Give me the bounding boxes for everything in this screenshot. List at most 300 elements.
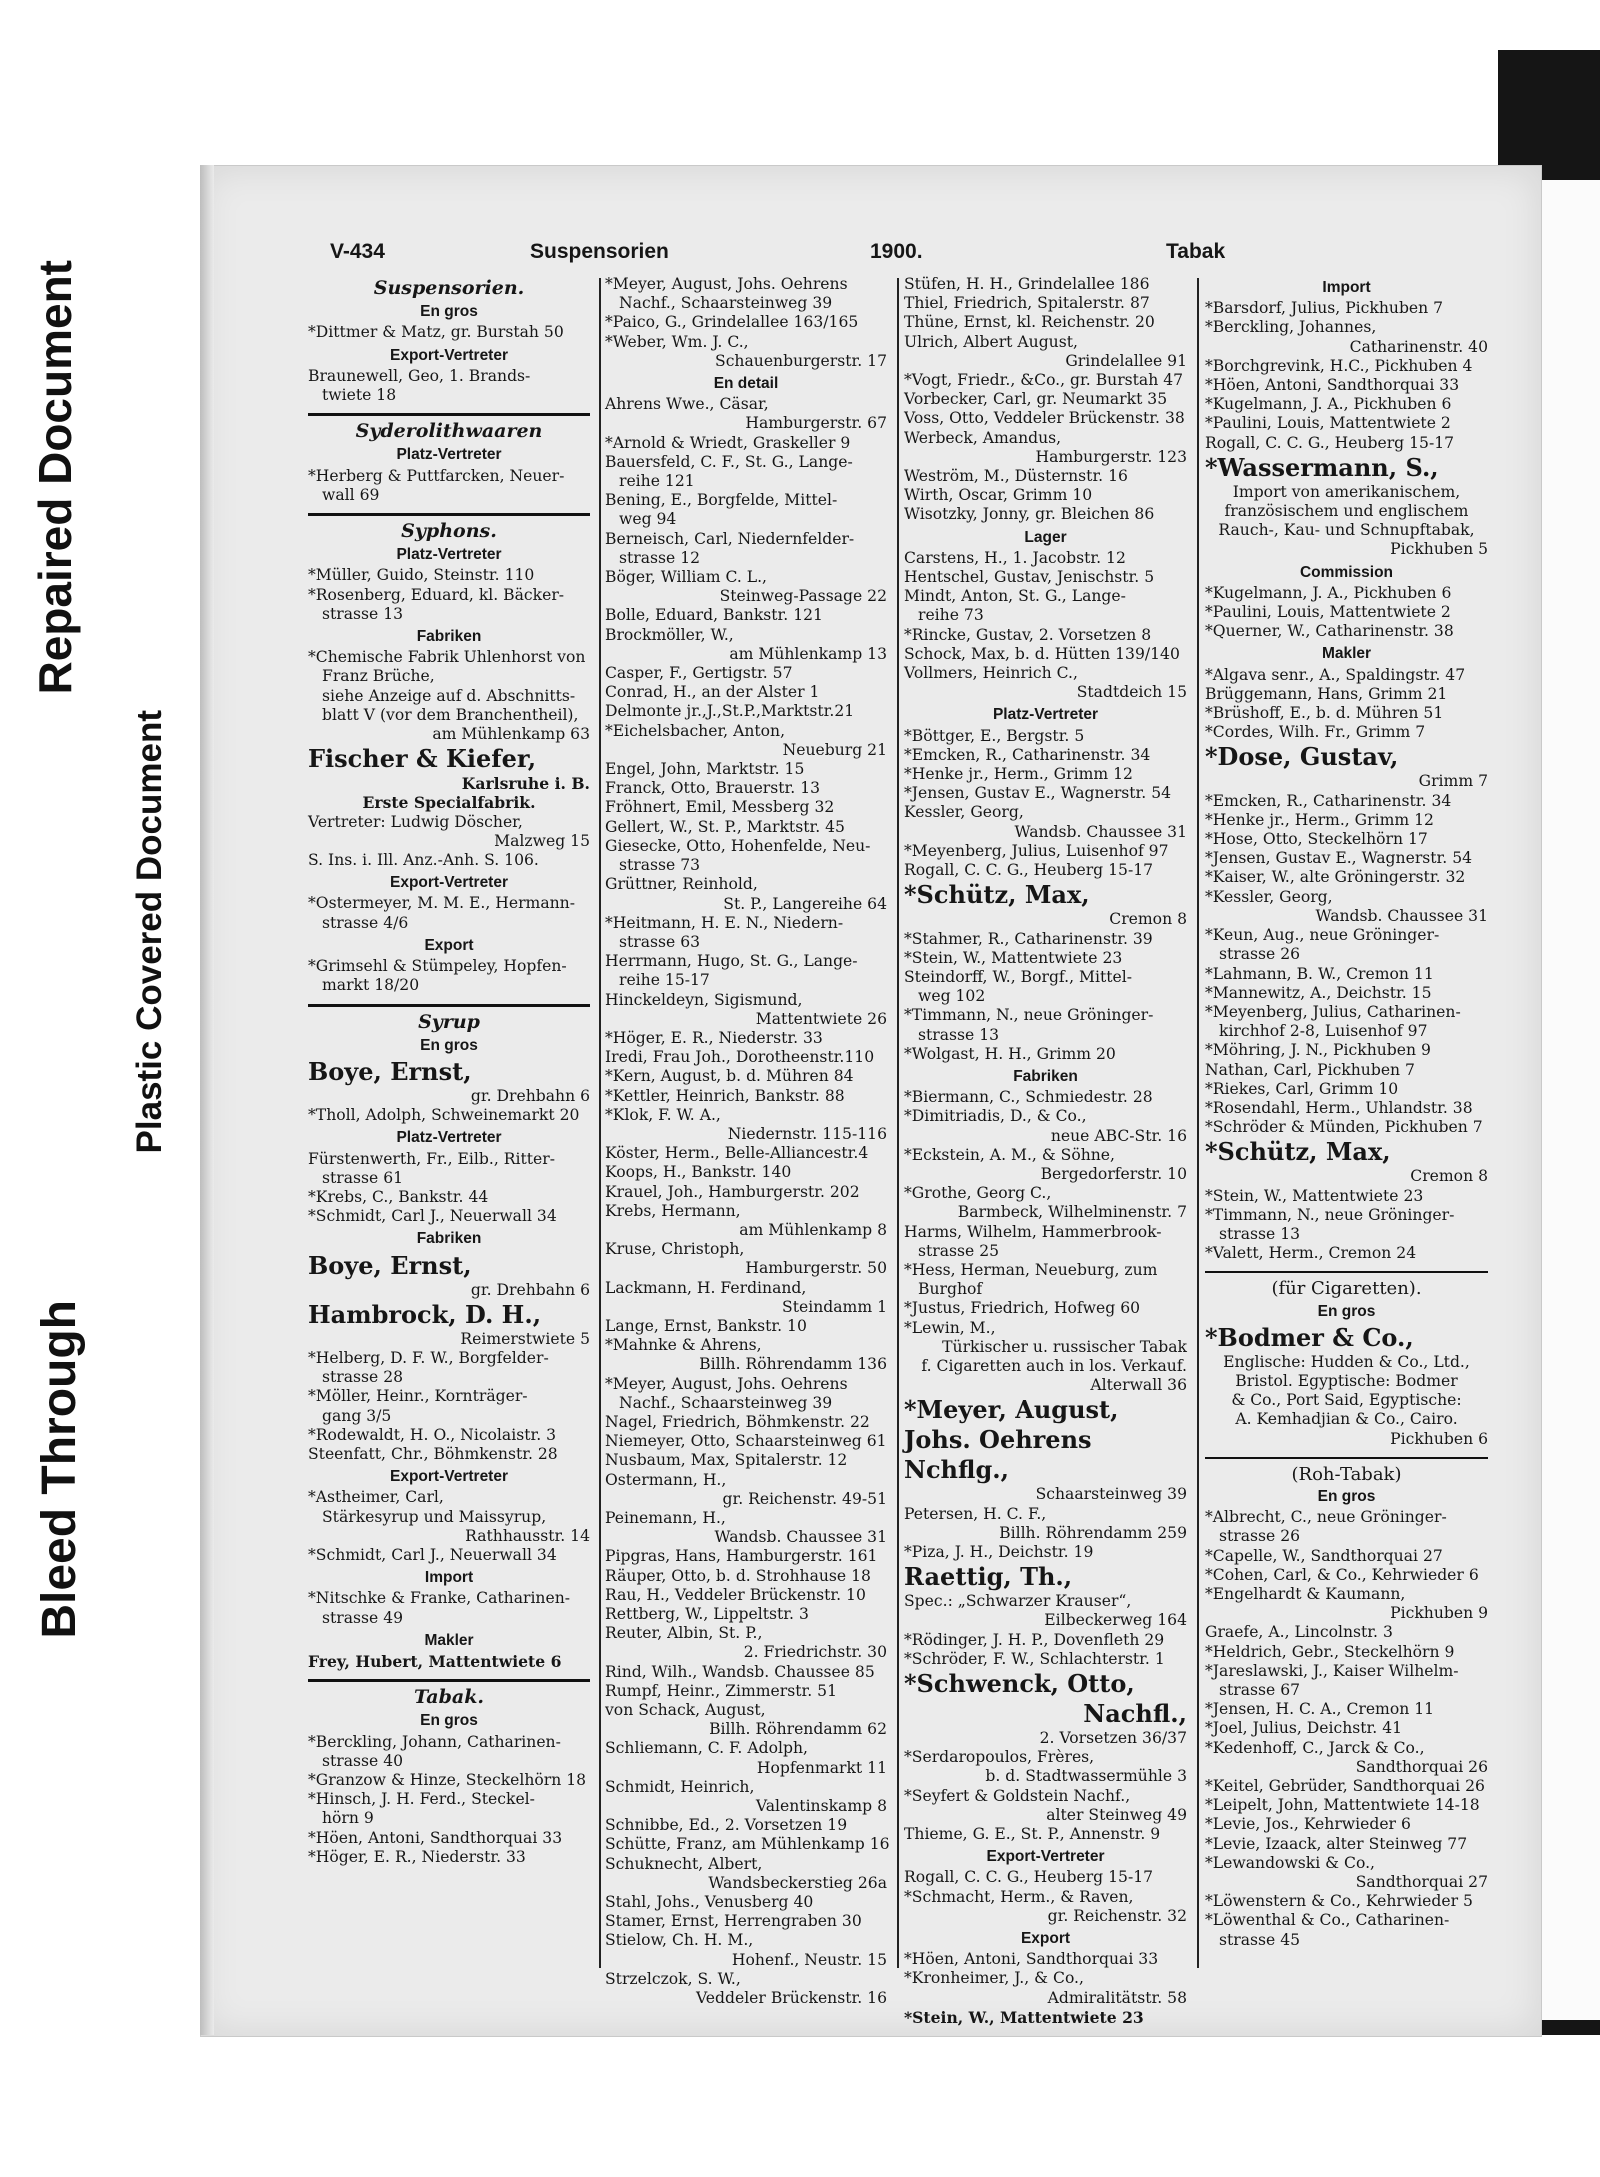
directory-entry: *Lewandowski & Co., — [1205, 1853, 1375, 1872]
category-heading: Syrup — [418, 1010, 480, 1033]
directory-entry: Rettberg, W., Lippeltstr. 3 — [605, 1605, 809, 1624]
entry-address: Karlsruhe i. B. — [461, 774, 590, 794]
featured-entry: *Bodmer & Co., — [1205, 1322, 1414, 1352]
directory-entry: *Justus, Friedrich, Hofweg 60 — [904, 1299, 1141, 1318]
directory-entry: *Böttger, E., Bergstr. 5 — [904, 726, 1085, 745]
directory-entry: *Schmidt, Carl J., Neuerwall 34 — [308, 1545, 557, 1564]
subsection-label: Fabriken — [1013, 1067, 1078, 1085]
directory-entry: *Mahnke & Ahrens, — [605, 1336, 762, 1355]
directory-entry: *Stein, W., Mattentwiete 23 — [904, 948, 1123, 967]
directory-entry: *Jensen, H. C. A., Cremon 11 — [1205, 1700, 1435, 1719]
header-right-word: Tabak — [1166, 240, 1226, 263]
directory-entry: *Höger, E. R., Niederstr. 33 — [605, 1028, 823, 1047]
entry-continuation: strasse 45 — [1219, 1930, 1301, 1949]
directory-entry: *Biermann, C., Schmiedestr. 28 — [904, 1088, 1153, 1107]
label-repaired: Repaired Document — [29, 260, 81, 695]
subsection-label: Lager — [1024, 528, 1067, 546]
directory-entry: *Kessler, Georg, — [1205, 887, 1333, 906]
directory-entry: *Riekes, Carl, Grimm 10 — [1205, 1079, 1399, 1098]
entry-address: Wandsbeckerstieg 26a — [708, 1873, 887, 1892]
column-divider — [1197, 278, 1199, 1968]
directory-entry: Brockmöller, W., — [605, 625, 734, 644]
subsection-label: Commission — [1299, 563, 1393, 581]
category-heading: Suspensorien. — [373, 277, 525, 299]
directory-entry: Voss, Otto, Veddeler Brückenstr. 38 — [904, 409, 1185, 428]
entry-address: Hamburgerstr. 123 — [1035, 447, 1187, 466]
column-3 — [904, 275, 1187, 2027]
directory-entry: *Weber, Wm. J. C., — [605, 332, 749, 351]
subsection-label: Import — [424, 1569, 474, 1587]
directory-entry: *Berckling, Johannes, — [1205, 318, 1377, 337]
entry-address: f. Cigaretten auch in los. Verkauf. — [921, 1356, 1187, 1375]
subsection-label: En gros — [420, 1036, 478, 1054]
subsection-label: Export-Vertreter — [986, 1848, 1105, 1866]
directory-entry: *Löwenstern & Co., Kehrwieder 5 — [1205, 1892, 1473, 1911]
page-header — [330, 240, 1230, 270]
column-2 — [605, 275, 890, 2008]
entry-continuation: strasse 49 — [322, 1608, 404, 1627]
entry-address: Neueburg 21 — [782, 740, 887, 759]
directory-entry: *Lahmann, B. W., Cremon 11 — [1205, 964, 1434, 983]
entry-address: Bergedorferstr. 10 — [1040, 1164, 1187, 1183]
directory-entry: *Timmann, N., neue Gröninger- — [1205, 1205, 1455, 1224]
directory-entry: *Jensen, Gustav E., Wagnerstr. 54 — [904, 784, 1172, 803]
subsection-label: Makler — [1321, 645, 1372, 663]
directory-entry: *Kern, August, b. d. Mühren 84 — [605, 1067, 854, 1086]
directory-entry: Stamer, Ernst, Herrengraben 30 — [605, 1912, 862, 1931]
directory-entry: Iredi, Frau Joh., Dorotheenstr.110 — [605, 1048, 875, 1067]
directory-entry: *Lewin, M., — [904, 1318, 996, 1337]
entry-description: Englische: Hudden & Co., Ltd., — [1223, 1352, 1470, 1371]
directory-entry: *Schmidt, Carl J., Neuerwall 34 — [308, 1207, 557, 1226]
entry-continuation: strasse 28 — [322, 1368, 404, 1387]
directory-entry: Franck, Otto, Brauerstr. 13 — [605, 779, 821, 798]
directory-entry: Stielow, Ch. H. M., — [605, 1931, 754, 1950]
subsection-label: Export — [424, 936, 474, 954]
directory-entry: Thüne, Ernst, kl. Reichenstr. 20 — [904, 313, 1155, 332]
directory-entry: Krebs, Hermann, — [605, 1201, 741, 1220]
entry-description: Rauch-, Kau- und Schnupftabak, — [1218, 521, 1475, 540]
featured-entry: Hambrock, D. H., — [308, 1299, 542, 1329]
featured-entry: *Wassermann, S., — [1205, 452, 1439, 482]
directory-entry: Grüttner, Reinhold, — [605, 875, 758, 894]
column-divider — [599, 278, 601, 1968]
directory-entry: *Höen, Antoni, Sandthorquai 33 — [308, 1828, 563, 1847]
directory-entry: *Piza, J. H., Deichstr. 19 — [904, 1542, 1094, 1561]
entry-address: Sandthorquai 27 — [1355, 1873, 1488, 1892]
directory-entry: *Cordes, Wilh. Fr., Grimm 7 — [1205, 723, 1426, 742]
entry-address: am Mühlenkamp 13 — [729, 644, 887, 663]
directory-entry: Herrmann, Hugo, St. G., Lange- — [605, 952, 858, 971]
entry-address: Schaarsteinweg 39 — [1035, 1485, 1187, 1504]
directory-entry: Koops, H., Bankstr. 140 — [605, 1163, 792, 1182]
entry-address: am Mühlenkamp 8 — [739, 1220, 887, 1239]
featured-entry: Raettig, Th., — [904, 1562, 1073, 1592]
directory-entry: Kruse, Christoph, — [605, 1240, 745, 1259]
entry-continuation: twiete 18 — [322, 386, 397, 405]
page-number: V-434 — [330, 240, 385, 263]
entry-address: Steindamm 1 — [782, 1297, 887, 1316]
directory-entry: Mindt, Anton, St. G., Lange- — [904, 587, 1126, 606]
entry-continuation: strasse 67 — [1219, 1681, 1301, 1699]
directory-entry: *Stein, W., Mattentwiete 23 — [1205, 1186, 1424, 1205]
directory-entry: Frey, Hubert, Mattentwiete 6 — [308, 1651, 562, 1671]
directory-entry: Thiel, Friedrich, Spitalerstr. 87 — [904, 294, 1150, 313]
section-rule — [1205, 1271, 1488, 1273]
directory-entry: Berneisch, Carl, Niedernfelder- — [605, 529, 855, 548]
entry-continuation: Nachf., Schaarsteinweg 39 — [619, 294, 833, 313]
directory-entry: Engel, John, Marktstr. 15 — [605, 760, 805, 779]
entry-continuation: strasse 13 — [918, 1025, 1000, 1044]
directory-entry: *Valett, Herm., Cremon 24 — [1205, 1244, 1417, 1263]
directory-entry: Bolle, Eduard, Bankstr. 121 — [605, 606, 823, 625]
directory-entry: Nusbaum, Max, Spitalerstr. 12 — [605, 1451, 848, 1470]
page-gutter — [200, 165, 214, 2035]
subsection-label: Platz-Vertreter — [992, 706, 1099, 724]
section-rule — [308, 413, 590, 416]
directory-entry: *Stein, W., Mattentwiete 23 — [904, 2007, 1144, 2027]
entry-continuation: strasse 73 — [619, 856, 701, 875]
directory-entry: Nagel, Friedrich, Böhmkenstr. 22 — [605, 1412, 870, 1431]
directory-entry: *Herberg & Puttfarcken, Neuer- — [308, 466, 565, 485]
directory-entry: Hinckeldeyn, Sigismund, — [605, 990, 803, 1009]
directory-entry: *Berckling, Johann, Catharinen- — [308, 1732, 561, 1751]
directory-entry: *Hess, Herman, Neueburg, zum — [904, 1260, 1158, 1279]
directory-entry: S. Ins. i. Ill. Anz.-Anh. S. 106. — [308, 851, 539, 870]
directory-entry: *Borchgrevink, H.C., Pickhuben 4 — [1205, 356, 1473, 375]
directory-entry: Bening, E., Borgfelde, Mittel- — [605, 491, 838, 510]
directory-entry: *Heitmann, H. E. N., Niedern- — [605, 913, 844, 932]
entry-address: Steinweg-Passage 22 — [719, 587, 887, 606]
entry-address: b. d. Stadtwassermühle 3 — [985, 1767, 1187, 1786]
subsection-label: Export-Vertreter — [389, 874, 508, 892]
entry-continuation: strasse 13 — [322, 604, 404, 623]
directory-entry: Vorbecker, Carl, gr. Neumarkt 35 — [904, 390, 1168, 409]
directory-entry: Rumpf, Heinr., Zimmerstr. 51 — [605, 1681, 837, 1700]
entry-address: Rathhausstr. 14 — [465, 1526, 590, 1545]
entry-continuation: strasse 26 — [1219, 945, 1301, 964]
directory-entry: *Chemische Fabrik Uhlenhorst von — [308, 648, 586, 667]
directory-entry: Delmonte jr.,J.,St.P.,Marktstr.21 — [605, 702, 855, 721]
category-heading: Syphons. — [401, 520, 497, 543]
directory-entry: Peinemann, H., — [605, 1509, 726, 1527]
entry-continuation: strasse 12 — [619, 548, 701, 567]
section-rule — [308, 1004, 590, 1007]
directory-entry: *Heldrich, Gebr., Steckelhörn 9 — [1205, 1642, 1455, 1661]
directory-entry: *Seyfert & Goldstein Nachf., — [904, 1786, 1131, 1805]
category-heading: Syderolithwaaren — [355, 420, 543, 443]
directory-entry: Schliemann, C. F. Adolph, — [605, 1739, 808, 1758]
entry-address: Pickhuben 5 — [1390, 540, 1488, 559]
directory-entry: *Eckstein, A. M., & Söhne, — [904, 1145, 1115, 1164]
featured-entry: Nachfl., — [1083, 1699, 1187, 1728]
directory-entry: *Kedenhoff, C., Jarck & Co., — [1205, 1738, 1425, 1757]
entry-address: Schauenburgerstr. 17 — [715, 351, 887, 370]
directory-entry: Lange, Ernst, Bankstr. 10 — [605, 1316, 807, 1335]
featured-entry: Boye, Ernst, — [308, 1056, 472, 1086]
subsection-label: Platz-Vertreter — [396, 546, 502, 564]
entry-continuation: markt 18/20 — [322, 976, 420, 995]
entry-address: Stadtdeich 15 — [1076, 683, 1187, 702]
directory-entry: Fürstenwerth, Fr., Eilb., Ritter- — [308, 1149, 555, 1168]
directory-entry: Steenfatt, Chr., Böhmkenstr. 28 — [308, 1444, 558, 1463]
header-left-word: Suspensorien — [530, 240, 669, 263]
entry-address: St. P., Langereihe 64 — [723, 894, 887, 913]
entry-address: Hopfenmarkt 11 — [756, 1758, 887, 1777]
subsection-label: Platz-Vertreter — [396, 446, 502, 464]
section-rule — [308, 513, 590, 516]
directory-entry: Harms, Wilhelm, Hammerbrook- — [904, 1222, 1162, 1241]
entry-continuation: reihe 15-17 — [619, 971, 710, 990]
directory-entry: Kessler, Georg, — [904, 803, 1024, 822]
subsection-label: Makler — [424, 1631, 474, 1649]
directory-entry: *Schmacht, Herm., & Raven, — [904, 1887, 1134, 1906]
directory-entry: *Emcken, R., Catharinenstr. 34 — [904, 745, 1151, 764]
column-4 — [1205, 275, 1488, 1950]
side-labels — [0, 140, 169, 1760]
directory-entry: Giesecke, Otto, Hohenfelde, Neu- — [605, 836, 871, 855]
subsection-label: En gros — [1317, 1302, 1376, 1320]
entry-description: Import von amerikanischem, — [1232, 482, 1461, 501]
directory-entry: *Nitschke & Franke, Catharinen- — [308, 1589, 571, 1608]
directory-entry: *Grothe, Georg C., — [904, 1184, 1052, 1203]
directory-entry: *Möller, Heinr., Kornträger- — [308, 1387, 528, 1406]
directory-entry: *Serdaropoulos, Frères, — [904, 1748, 1095, 1767]
directory-entry: *Möhring, J. N., Pickhuben 9 — [1205, 1041, 1431, 1060]
entry-continuation: strasse 26 — [1219, 1527, 1301, 1546]
entry-address: Pickhuben 9 — [1390, 1604, 1488, 1623]
directory-entry: *Rosendahl, Herm., Uhlandstr. 38 — [1205, 1098, 1473, 1117]
directory-entry: Reuter, Albin, St. P., — [605, 1624, 763, 1643]
subsection-label: Fabriken — [416, 1230, 482, 1248]
entry-continuation: gang 3/5 — [322, 1406, 392, 1425]
directory-entry: Köster, Herm., Belle-Alliancestr.4 — [605, 1144, 869, 1163]
entry-address: Cremon 8 — [1109, 910, 1187, 929]
entry-continuation: strasse 25 — [918, 1241, 1000, 1260]
directory-entry: *Henke jr., Herm., Grimm 12 — [1205, 810, 1434, 829]
subsection-label: Fabriken — [416, 628, 482, 646]
directory-entry: Steindorff, W., Borgf., Mittel- — [904, 967, 1132, 986]
entry-address: gr. Reichenstr. 49-51 — [722, 1489, 887, 1508]
directory-entry: *Kronheimer, J., & Co., — [904, 1969, 1084, 1988]
directory-entry: Rogall, C. C. G., Heuberg 15-17 — [904, 861, 1154, 880]
directory-entry: Braunewell, Geo, 1. Brands- — [308, 366, 531, 385]
featured-entry: Boye, Ernst, — [308, 1250, 472, 1280]
directory-entry: *Keitel, Gebrüder, Sandthorquai 26 — [1205, 1777, 1485, 1796]
directory-entry: *Capelle, W., Sandthorquai 27 — [1205, 1546, 1443, 1565]
subsection-label: Import — [1322, 279, 1371, 296]
directory-entry: *Levie, Jos., Kehrwieder 6 — [1205, 1815, 1411, 1834]
directory-entry: *Paulini, Louis, Mattentwiete 2 — [1205, 414, 1451, 433]
directory-entry: Ostermann, H., — [605, 1470, 727, 1489]
directory-entry: *Meyer, August, Johs. Oehrens — [605, 1374, 848, 1393]
directory-entry: Pipgras, Hans, Hamburgerstr. 161 — [605, 1547, 878, 1566]
directory-entry: *Algava senr., A., Spaldingstr. 47 — [1205, 665, 1466, 684]
subsection-label: En gros — [420, 1712, 478, 1730]
directory-entry: *Rincke, Gustav, 2. Vorsetzen 8 — [904, 625, 1152, 644]
entry-continuation: wall 69 — [322, 485, 380, 504]
directory-entry: *Engelhardt & Kaumann, — [1205, 1584, 1406, 1603]
entry-address: am Mühlenkamp 63 — [432, 725, 590, 744]
entry-continuation: reihe 121 — [619, 472, 695, 491]
column-divider — [897, 278, 899, 1968]
directory-entry: *Brüshoff, E., b. d. Mühren 51 — [1205, 704, 1444, 723]
directory-entry: *Rosenberg, Eduard, kl. Bäcker- — [308, 585, 565, 604]
directory-entry: *Hose, Otto, Steckelhörn 17 — [1205, 830, 1428, 849]
directory-entry: *Meyenberg, Julius, Catharinen- — [1205, 1002, 1461, 1021]
directory-entry: Gellert, W., St. P., Marktstr. 45 — [605, 817, 845, 836]
next-page-edge — [1540, 180, 1600, 2020]
entry-address: Cremon 8 — [1410, 1167, 1488, 1186]
directory-entry: Rogall, C. C. G., Heuberg 15-17 — [1205, 433, 1455, 452]
header-year: 1900. — [870, 240, 923, 263]
directory-entry: Wisotzky, Jonny, gr. Bleichen 86 — [904, 505, 1155, 524]
directory-entry: Krauel, Joh., Hamburgerstr. 202 — [605, 1182, 860, 1201]
entry-continuation: Franz Brüche, — [322, 667, 435, 686]
entry-description: & Co., Port Said, Egyptische: — [1231, 1391, 1462, 1410]
entry-address: Grindelallee 91 — [1065, 351, 1187, 370]
directory-entry: *Tholl, Adolph, Schweinemarkt 20 — [308, 1106, 580, 1125]
entry-continuation: hörn 9 — [322, 1809, 374, 1828]
entry-address: Pickhuben 6 — [1390, 1429, 1488, 1448]
directory-entry: *Dittmer & Matz, gr. Burstah 50 — [308, 323, 564, 342]
directory-entry: Casper, F., Gertigstr. 57 — [605, 664, 793, 683]
directory-entry: Brüggemann, Hans, Grimm 21 — [1205, 684, 1448, 703]
subsection-label: En gros — [420, 303, 478, 321]
entry-address: Hamburgerstr. 50 — [745, 1259, 887, 1278]
subsection-label: Export — [1020, 1930, 1071, 1948]
entry-address: neue ABC-Str. 16 — [1050, 1126, 1187, 1145]
directory-entry: Spec.: „Schwarzer Krauser“, — [904, 1592, 1132, 1611]
directory-entry: Weström, M., Düsternstr. 16 — [904, 467, 1128, 486]
directory-entry: Stahl, Johs., Venusberg 40 — [605, 1893, 814, 1912]
directory-entry: Schock, Max, b. d. Hütten 139/140 — [904, 644, 1180, 663]
featured-entry: Fischer & Kiefer, — [308, 744, 537, 774]
directory-entry: Rau, H., Veddeler Brückenstr. 10 — [605, 1585, 866, 1604]
directory-entry: Werbeck, Amandus, — [904, 428, 1062, 447]
directory-entry: Nathan, Carl, Pickhuben 7 — [1205, 1060, 1415, 1079]
directory-entry: Hentschel, Gustav, Jenischstr. 5 — [904, 568, 1155, 587]
subcategory-heading: (für Cigaretten). — [1271, 1278, 1422, 1300]
entry-continuation: strasse 40 — [322, 1751, 404, 1770]
directory-entry: *Klok, F. W. A., — [605, 1105, 721, 1124]
entry-address: Mattentwiete 26 — [755, 1009, 887, 1028]
featured-entry: *Dose, Gustav, — [1205, 742, 1399, 772]
entry-description: A. Kemhadjian & Co., Cairo. — [1235, 1410, 1458, 1429]
entry-continuation: Burghof — [918, 1280, 983, 1299]
directory-entry: *Ostermeyer, M. M. E., Hermann- — [308, 894, 575, 913]
entry-address: Türkischer u. russischer Tabak — [942, 1337, 1187, 1356]
entry-address: gr. Reichenstr. 32 — [1047, 1906, 1187, 1925]
entry-address: Catharinenstr. 40 — [1349, 337, 1488, 356]
entry-address: Billh. Röhrendamm 62 — [709, 1720, 887, 1739]
entry-continuation: siehe Anzeige auf d. Abschnitts- — [322, 686, 576, 705]
directory-entry: *Querner, W., Catharinenstr. 38 — [1205, 622, 1454, 641]
entry-address: gr. Drehbahn 6 — [470, 1086, 590, 1105]
section-rule — [308, 1679, 590, 1682]
section-rule — [1205, 1457, 1488, 1459]
directory-entry: Strzelczok, S. W., — [605, 1969, 741, 1988]
entry-address: Niedernstr. 115-116 — [727, 1124, 887, 1143]
directory-entry: Graefe, A., Lincolnstr. 3 — [1205, 1623, 1393, 1642]
label-bleed: Bleed Through — [33, 1300, 86, 1639]
directory-entry: *Timmann, N., neue Gröninger- — [904, 1006, 1154, 1025]
directory-entry: *Paulini, Louis, Mattentwiete 2 — [1205, 603, 1451, 622]
directory-entry: *Keun, Aug., neue Gröninger- — [1205, 926, 1440, 945]
directory-entry: *Schröder, F. W., Schlachterstr. 1 — [904, 1649, 1165, 1668]
entry-address: Hohenf., Neustr. 15 — [731, 1950, 887, 1969]
entry-continuation: weg 102 — [918, 987, 986, 1006]
directory-entry: Ahrens Wwe., Cäsar, — [605, 395, 769, 414]
entry-address: Hamburgerstr. 67 — [745, 414, 887, 433]
entry-address: gr. Drehbahn 6 — [470, 1280, 590, 1299]
directory-entry: Petersen, H. C. F., — [904, 1504, 1047, 1523]
subsection-label: En detail — [713, 375, 779, 393]
subsection-label: En gros — [1317, 1487, 1376, 1505]
entry-continuation: Stärkesyrup und Maissyrup, — [322, 1507, 547, 1526]
directory-entry: *Hinsch, J. H. Ferd., Steckel- — [308, 1790, 535, 1809]
subcategory-heading: (Roh-Tabak) — [1291, 1463, 1402, 1485]
entry-description: französischem und englischem — [1224, 502, 1469, 521]
entry-address: Grimm 7 — [1418, 772, 1488, 791]
directory-entry: *Löwenthal & Co., Catharinen- — [1205, 1911, 1450, 1930]
entry-continuation: blatt V (vor dem Branchentheil), — [322, 705, 579, 724]
directory-entry: *Levie, Izaack, alter Steinweg 77 — [1205, 1834, 1468, 1853]
entry-continuation: strasse 4/6 — [322, 913, 409, 932]
featured-entry: *Schwenck, Otto, — [904, 1669, 1135, 1698]
entry-address: Valentinskamp 8 — [755, 1797, 887, 1816]
entry-address: Billh. Röhrendamm 259 — [999, 1523, 1187, 1542]
directory-entry: Schmidt, Heinrich, — [605, 1777, 755, 1796]
entry-address: Wandsb. Chaussee 31 — [1014, 822, 1187, 841]
directory-entry: *Helberg, D. F. W., Borgfelder- — [308, 1348, 549, 1367]
featured-entry: *Schütz, Max, — [1205, 1137, 1391, 1167]
entry-address: Reimerstwiete 5 — [460, 1329, 590, 1348]
directory-entry: *Kugelmann, J. A., Pickhuben 6 — [1205, 395, 1452, 414]
directory-entry: *Astheimer, Carl, — [308, 1488, 444, 1507]
entry-address: Alterwall 36 — [1090, 1376, 1187, 1395]
directory-entry: *Höen, Antoni, Sandthorquai 33 — [1205, 376, 1460, 395]
directory-entry: *Albrecht, C., neue Gröninger- — [1205, 1508, 1447, 1527]
entry-continuation: weg 94 — [619, 510, 677, 529]
directory-entry: *Meyer, August, Johs. Oehrens — [605, 275, 848, 293]
directory-entry: *Höen, Antoni, Sandthorquai 33 — [904, 1950, 1159, 1969]
directory-entry: Schnibbe, Ed., 2. Vorsetzen 19 — [605, 1816, 848, 1835]
subsection-label: Platz-Vertreter — [396, 1129, 502, 1147]
entry-tagline: Erste Specialfabrik. — [362, 793, 536, 813]
directory-entry: *Granzow & Hinze, Steckelhörn 18 — [308, 1771, 587, 1789]
column-1 — [308, 275, 590, 1867]
entry-continuation: strasse 63 — [619, 932, 701, 951]
directory-entry: Stüfen, H. H., Grindelallee 186 — [904, 275, 1150, 293]
directory-entry: *Mannewitz, A., Deichstr. 15 — [1205, 983, 1432, 1002]
directory-entry: Lackmann, H. Ferdinand, — [605, 1278, 807, 1297]
entry-address: alter Steinweg 49 — [1046, 1805, 1187, 1824]
entry-address: Sandthorquai 26 — [1355, 1757, 1488, 1776]
directory-entry: Schuknecht, Albert, — [605, 1854, 763, 1873]
directory-entry: *Barsdorf, Julius, Pickhuben 7 — [1205, 299, 1444, 318]
directory-entry: Wirth, Oscar, Grimm 10 — [904, 486, 1093, 505]
directory-entry: *Höger, E. R., Niederstr. 33 — [308, 1847, 526, 1866]
directory-entry: *Meyenberg, Julius, Luisenhof 97 — [904, 841, 1169, 860]
directory-entry: *Paico, G., Grindelallee 163/165 — [605, 313, 859, 332]
directory-entry: *Arnold & Wriedt, Graskeller 9 — [605, 433, 851, 452]
directory-entry: *Krebs, C., Bankstr. 44 — [308, 1187, 489, 1206]
directory-entry: *Joel, Julius, Deichstr. 41 — [1205, 1719, 1403, 1738]
directory-entry: Vollmers, Heinrich C., — [904, 664, 1078, 683]
directory-entry: *Stahmer, R., Catharinenstr. 39 — [904, 929, 1153, 948]
directory-entry: Ulrich, Albert August, — [904, 332, 1078, 351]
